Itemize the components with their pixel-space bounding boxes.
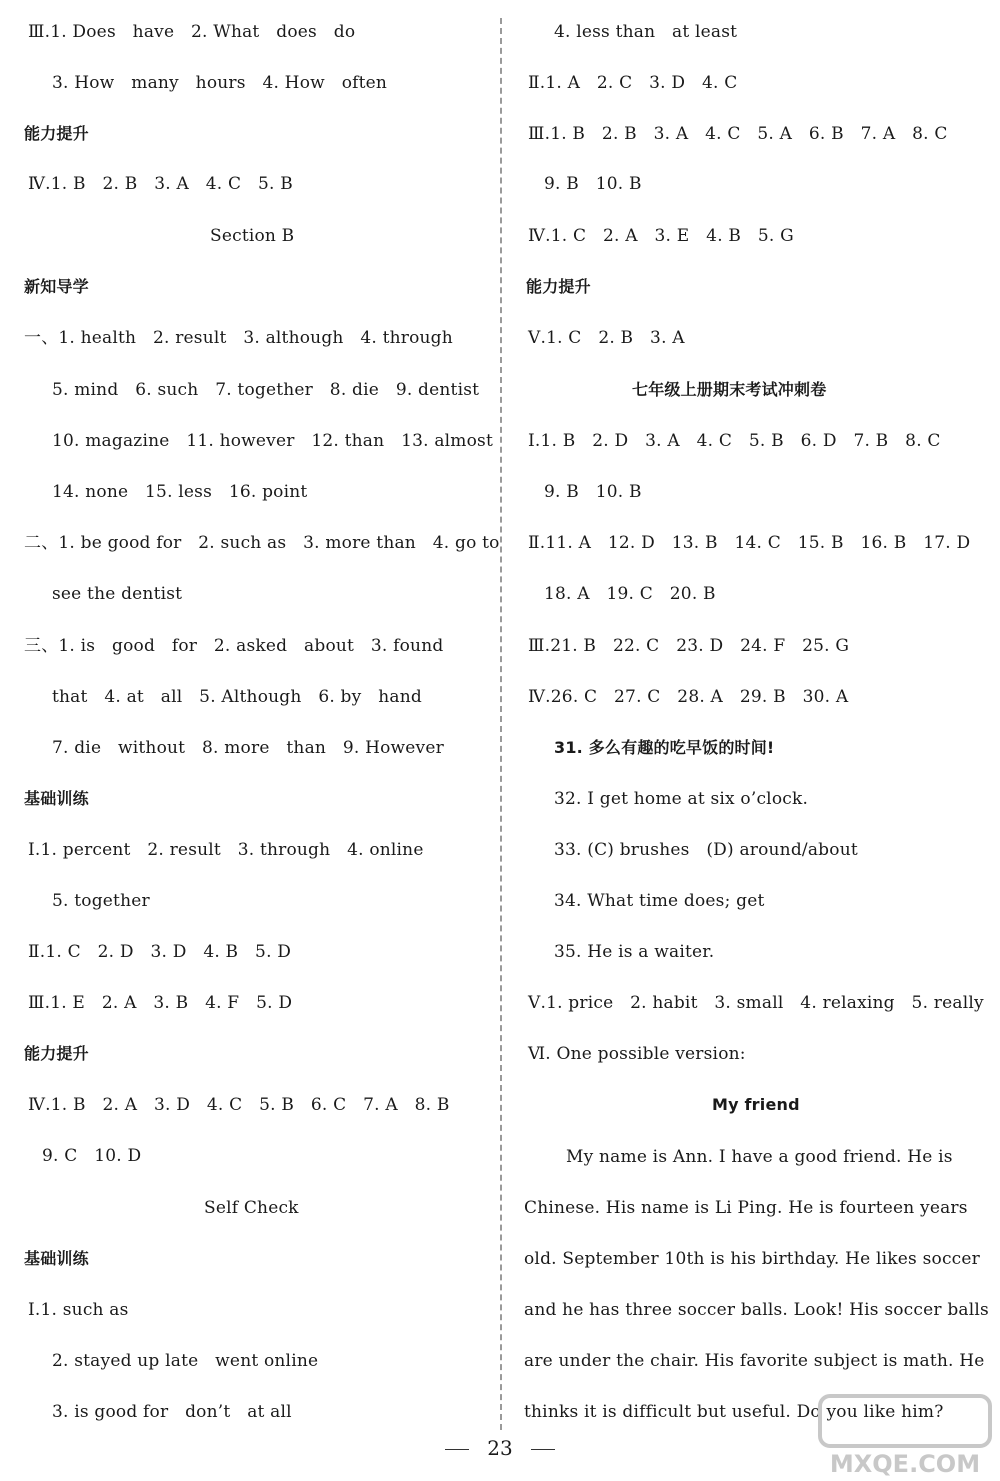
answer-line: 5. mind 6. such 7. together 8. die 9. dentist: [52, 380, 480, 400]
page-dash-right: [531, 1449, 555, 1450]
section-title: Section B: [210, 226, 295, 246]
column-divider: [500, 18, 502, 1430]
answer-line: Ⅳ.26. C 27. C 28. A 29. B 30. A: [528, 687, 849, 707]
answer-line: Ⅲ.21. B 22. C 23. D 24. F 25. G: [528, 636, 850, 656]
answer-line: 31. 多么有趣的吃早饭的时间!: [554, 738, 775, 757]
answer-line: 32. I get home at six o’clock.: [554, 789, 809, 809]
essay-line: My name is Ann. I have a good friend. He is: [566, 1147, 953, 1167]
answer-line: Ⅵ. One possible version:: [528, 1044, 746, 1064]
answer-line: Ⅱ.1. A 2. C 3. D 4. C: [528, 73, 738, 93]
answer-line: 4. less than at least: [554, 22, 738, 42]
answer-line: 7. die without 8. more than 9. However: [52, 738, 444, 758]
answer-line: that 4. at all 5. Although 6. by hand: [52, 687, 422, 707]
page-number-text: 23: [487, 1436, 513, 1460]
essay-line: Chinese. His name is Li Ping. He is fourteen years: [524, 1198, 968, 1218]
section-heading: 基础训练: [24, 1249, 89, 1268]
answer-line: 2. stayed up late went online: [52, 1351, 319, 1371]
answer-line: 一、1. health 2. result 3. although 4. through: [24, 328, 453, 348]
answer-line: 33. (C) brushes (D) around/about: [554, 840, 858, 860]
answer-line: Ⅲ.1. E 2. A 3. B 4. F 5. D: [28, 993, 293, 1013]
essay-line: and he has three soccer balls. Look! His soccer balls: [524, 1300, 989, 1320]
essay-line: old. September 10th is his birthday. He likes soccer: [524, 1249, 980, 1269]
answer-line: see the dentist: [52, 584, 183, 604]
answer-line: Ⅲ.1. B 2. B 3. A 4. C 5. A 6. B 7. A 8. C: [528, 124, 948, 144]
page-dash-left: [445, 1449, 469, 1450]
answer-line: 3. How many hours 4. How often: [52, 73, 388, 93]
answer-line: Ⅰ.1. B 2. D 3. A 4. C 5. B 6. D 7. B 8. C: [528, 431, 941, 451]
answer-line: Ⅳ.1. B 2. A 3. D 4. C 5. B 6. C 7. A 8. B: [28, 1095, 450, 1115]
answer-line: Ⅳ.1. C 2. A 3. E 4. B 5. G: [528, 226, 794, 246]
section-heading: 能力提升: [526, 277, 591, 296]
watermark-logo: [800, 1392, 996, 1478]
answer-line: Ⅰ.1. percent 2. result 3. through 4. online: [28, 840, 424, 860]
answer-line: 5. together: [52, 891, 150, 911]
answer-line: 35. He is a waiter.: [554, 942, 715, 962]
exam-title: 七年级上册期末考试冲刺卷: [632, 380, 827, 399]
answer-line: 10. magazine 11. however 12. than 13. almost: [52, 431, 494, 451]
answer-line: 二、1. be good for 2. such as 3. more than 4. go to: [24, 533, 500, 553]
answer-line: Ⅱ.11. A 12. D 13. B 14. C 15. B 16. B 17. D: [528, 533, 971, 553]
answer-line: 三、1. is good for 2. asked about 3. found: [24, 636, 444, 656]
answer-line: 9. B 10. B: [544, 174, 642, 194]
answer-line: Ⅱ.1. C 2. D 3. D 4. B 5. D: [28, 942, 292, 962]
answer-line: Ⅰ.1. such as: [28, 1300, 129, 1320]
answer-line: 18. A 19. C 20. B: [544, 584, 716, 604]
answer-line: 9. B 10. B: [544, 482, 642, 502]
answer-line: Ⅴ.1. price 2. habit 3. small 4. relaxing 5. really: [528, 993, 984, 1013]
essay-line: are under the chair. His favorite subject is math. He: [524, 1351, 985, 1371]
section-title: Self Check: [204, 1198, 299, 1218]
section-heading: 新知导学: [24, 277, 89, 296]
section-heading: 基础训练: [24, 789, 89, 808]
answer-line: Ⅴ.1. C 2. B 3. A: [528, 328, 685, 348]
answer-line: 34. What time does; get: [554, 891, 765, 911]
section-heading: 能力提升: [24, 1044, 89, 1063]
answer-line: 9. C 10. D: [42, 1146, 142, 1166]
essay-line: thinks it is difficult but useful. Do you like him?: [524, 1402, 944, 1422]
essay-title: My friend: [712, 1095, 800, 1114]
answer-line: 3. is good for don’t at all: [52, 1402, 292, 1422]
answer-line: Ⅳ.1. B 2. B 3. A 4. C 5. B: [28, 174, 293, 194]
answer-line: 14. none 15. less 16. point: [52, 482, 308, 502]
answer-line: Ⅲ.1. Does have 2. What does do: [28, 22, 356, 42]
watermark-text: MXQE.COM: [829, 1450, 981, 1478]
section-heading: 能力提升: [24, 124, 89, 143]
